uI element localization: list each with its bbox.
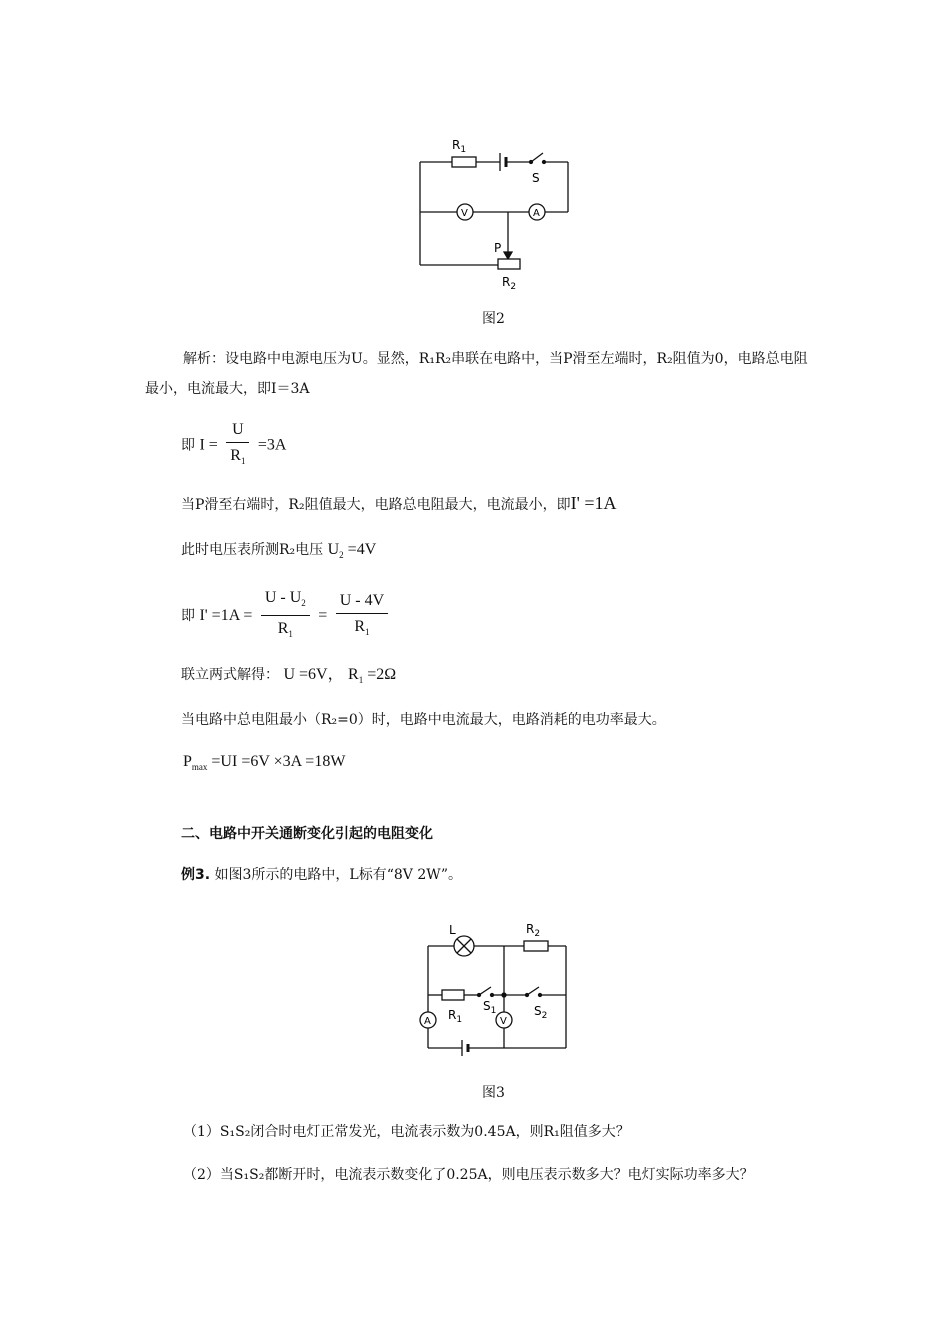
eq1-fraction bbox=[226, 420, 249, 471]
eq2-mid: = bbox=[318, 607, 328, 625]
example-3-text: 如图3所示的电路中，L标有“8V 2W”。 bbox=[214, 867, 463, 883]
fig2-r2-label: $R_2$ bbox=[502, 275, 517, 292]
eq2-prefix: 即 bbox=[181, 608, 195, 625]
eq2-fraction-1: $\frac{U - U_2}{R_1}$ bbox=[261, 588, 310, 644]
fig3-ammeter-label: A bbox=[424, 1016, 431, 1027]
equation-2 bbox=[181, 588, 392, 640]
p3-math: $U_2 =4V$ bbox=[327, 541, 377, 561]
analysis-paragraph-2: 当P滑至右端时，R₂阻值最大，电路总电阻最大，电流最小，即I' =1A bbox=[181, 493, 617, 513]
analysis-paragraph-5: 当电路中总电阻最小（R₂=0）时，电路中电流最大，电路消耗的电功率最大。 bbox=[181, 712, 666, 728]
fig3-s1-label: $S_1$ bbox=[483, 999, 497, 1016]
p2-math: I' =1A bbox=[570, 493, 617, 513]
fig3-r2-label: $R_2$ bbox=[526, 922, 541, 939]
figure-3-caption: 图3 bbox=[482, 1085, 505, 1101]
fig3-s2-label: $S_2$ bbox=[534, 1004, 548, 1021]
analysis-paragraph-3: 此时电压表所测R₂电压 $U_2 =4V$ bbox=[181, 541, 377, 561]
fig2-voltmeter-label: V bbox=[461, 208, 468, 219]
p4-math-u: U =6V， bbox=[283, 666, 344, 683]
fig3-l-label: L bbox=[449, 923, 456, 937]
figure-3-circuit bbox=[412, 916, 577, 1056]
fig3-r1-label: $R_1$ bbox=[448, 1008, 463, 1025]
analysis-paragraph-1: 解析：设电路中电源电压为U。显然，R₁R₂串联在电路中，当P滑至左端时，R₂阻值为0，电路总电阻最小，电流最大，即I＝3A bbox=[145, 351, 808, 397]
eq1-lhs: I = bbox=[199, 436, 218, 454]
p4-math-r1: $R_1 =2\Omega$ bbox=[348, 666, 397, 686]
figure-2-circuit bbox=[410, 132, 585, 294]
section-2-heading: 二、电路中开关通断变化引起的电阻变化 bbox=[181, 826, 433, 842]
eq1-denominator: $R_1$ bbox=[230, 447, 246, 467]
fig3-voltmeter-label: V bbox=[500, 1016, 507, 1027]
fig2-p-label: P bbox=[494, 241, 502, 255]
question-1: （1）S₁S₂闭合时电灯正常发光，电流表示数为0.45A，则R₁阻值多大？ bbox=[183, 1124, 630, 1140]
eq2-lhs: I' =1A = bbox=[199, 607, 253, 625]
fig2-s-label: S bbox=[532, 171, 540, 185]
question-2: （2）当S₁S₂都断开时，电流表示数变化了0.25A，则电压表示数多大？电灯实际功率多大？ bbox=[183, 1167, 754, 1183]
equation-1 bbox=[181, 420, 287, 467]
eq1-numerator: U bbox=[226, 420, 249, 443]
fig2-r1-label: $R_1$ bbox=[452, 138, 467, 155]
equation-3: $P_{max} =UI =6V \times 3A =18W$ bbox=[183, 753, 346, 773]
eq2-fraction-2: $\frac{U - 4V}{R_1}$ bbox=[336, 591, 388, 642]
eq1-prefix: 即 bbox=[181, 437, 195, 454]
example-3 bbox=[181, 865, 462, 885]
fig2-ammeter-label: A bbox=[533, 208, 540, 219]
figure-2-caption: 图2 bbox=[482, 311, 505, 327]
eq1-rhs: =3A bbox=[257, 436, 287, 454]
example-3-label: 例3. bbox=[181, 867, 211, 883]
analysis-paragraph-4: 联立两式解得： U =6V， $R_1 =2\Omega$ bbox=[181, 666, 397, 686]
